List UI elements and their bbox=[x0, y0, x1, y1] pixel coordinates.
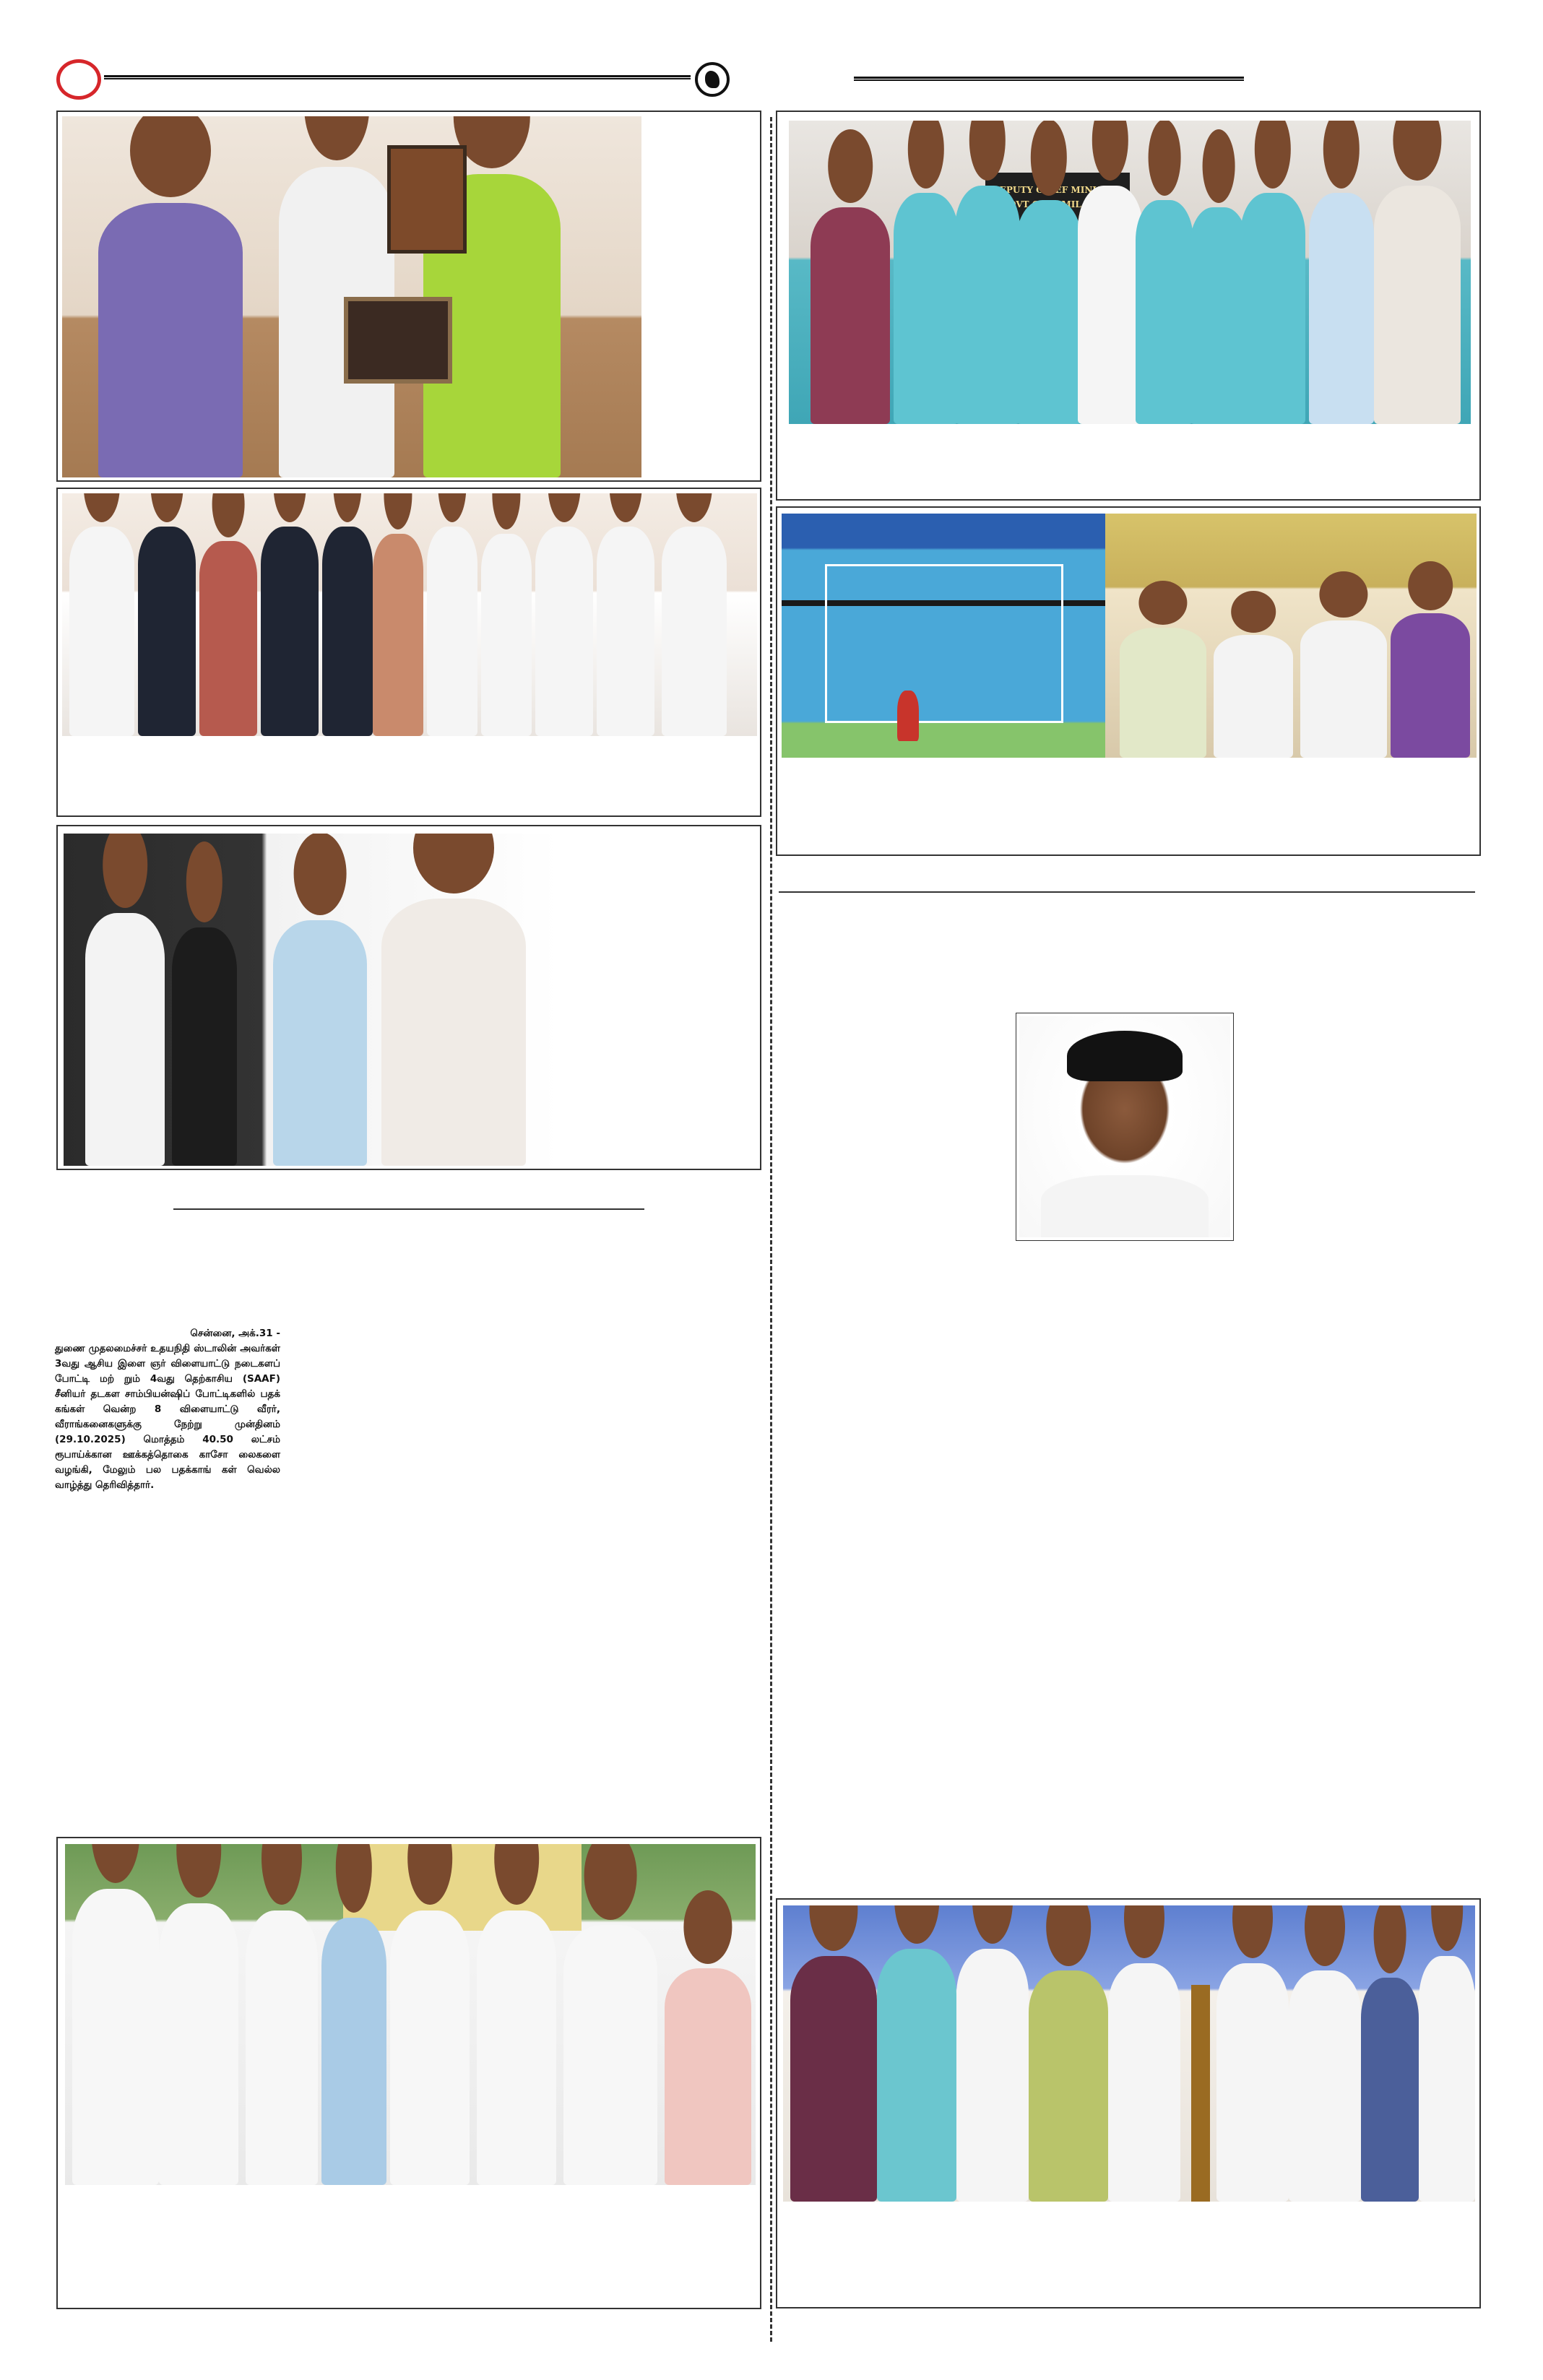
person-figure bbox=[273, 920, 367, 1166]
person-figure bbox=[1216, 1963, 1289, 2202]
person-figure bbox=[1374, 186, 1461, 424]
person-figure bbox=[98, 203, 243, 477]
person-figure bbox=[390, 1911, 470, 2185]
portrait-shirt bbox=[1041, 1175, 1209, 1237]
person-figure bbox=[1120, 628, 1206, 758]
person-figure bbox=[597, 527, 654, 736]
person-figure bbox=[85, 913, 165, 1166]
person-figure bbox=[1078, 186, 1143, 424]
person-figure bbox=[1108, 1963, 1180, 2202]
person-figure bbox=[72, 1889, 159, 2185]
person-figure bbox=[955, 186, 1020, 424]
person-figure bbox=[69, 527, 134, 736]
person-figure bbox=[322, 527, 373, 736]
portrait-hair bbox=[1067, 1031, 1183, 1081]
person-figure bbox=[1419, 1956, 1475, 2202]
photo-presentation bbox=[62, 116, 641, 477]
person-figure bbox=[261, 527, 319, 736]
photo-function bbox=[783, 1905, 1475, 2202]
person-figure bbox=[381, 899, 526, 1166]
photo-frame-tennis bbox=[776, 506, 1481, 856]
framed-gift bbox=[344, 297, 452, 384]
wall-painting bbox=[387, 145, 467, 254]
person-figure bbox=[373, 534, 423, 736]
person-figure bbox=[321, 1918, 386, 2185]
person-figure bbox=[1391, 613, 1470, 758]
person-figure bbox=[1136, 200, 1193, 424]
person-figure bbox=[1309, 193, 1374, 424]
person-figure bbox=[811, 207, 890, 424]
photo-crowd bbox=[1105, 514, 1477, 758]
person-figure bbox=[1361, 1978, 1419, 2202]
person-figure bbox=[1240, 193, 1305, 424]
person-figure bbox=[1190, 207, 1248, 424]
person-figure bbox=[427, 527, 477, 736]
person-figure bbox=[1214, 635, 1293, 758]
person-figure bbox=[877, 1949, 956, 2202]
photo-frame-presentation bbox=[56, 111, 761, 482]
photo-frame-award bbox=[56, 825, 761, 1170]
tennis-player bbox=[897, 691, 919, 741]
person-figure bbox=[1016, 200, 1081, 424]
photo-team bbox=[789, 121, 1471, 424]
person-figure bbox=[894, 193, 959, 424]
oil-lamp bbox=[1191, 1985, 1210, 2202]
photo-portrait bbox=[1019, 1016, 1230, 1237]
column-divider bbox=[770, 117, 772, 2342]
section-rule bbox=[779, 891, 1475, 893]
person-figure bbox=[138, 527, 196, 736]
office-sign: DEPUTY bbox=[985, 173, 1130, 223]
photo-tennis-court bbox=[782, 514, 1105, 758]
person-figure bbox=[665, 1968, 751, 2185]
article-text bbox=[55, 1326, 280, 1493]
photo-outdoor bbox=[65, 1844, 756, 2185]
person-figure bbox=[199, 541, 257, 736]
person-figure bbox=[662, 527, 727, 736]
person-figure bbox=[1300, 620, 1387, 758]
court-line bbox=[825, 564, 1063, 723]
photo-frame-portrait bbox=[1016, 1013, 1234, 1241]
person-figure bbox=[159, 1903, 238, 2185]
person-figure bbox=[956, 1949, 1029, 2202]
person-figure bbox=[790, 1956, 877, 2202]
headline-rule bbox=[173, 1208, 644, 1210]
photo-group-wedding bbox=[62, 493, 757, 736]
person-figure bbox=[563, 1925, 657, 2185]
photo-frame-outdoor bbox=[56, 1837, 761, 2309]
photo-frame-group-wedding bbox=[56, 488, 761, 817]
person-figure bbox=[481, 534, 532, 736]
photo-frame-team bbox=[776, 111, 1481, 501]
masthead-rule-right bbox=[854, 77, 1244, 81]
photo-frame-function bbox=[776, 1898, 1481, 2308]
party-emblem-icon bbox=[695, 62, 730, 97]
person-figure bbox=[172, 927, 237, 1166]
masthead-rule-left bbox=[104, 75, 691, 79]
event-banner bbox=[343, 1844, 582, 1931]
person-figure bbox=[535, 527, 593, 736]
article-body: துணை முதலமைச்சர் உதயநிதி ஸ்டாலின் அவர்கள் 3வது ஆசிய இளை ஞர் விளையாட்டு நடைகளப் போட்டி மற் றும் 4வது தெற்காசிய (SAAF) சீனியர் தடகள சாம்பியன்ஷிப் போட்டிகளில் பதக் கங்கள் வென்ற 8 விளையாட்டு வீரர், வீராங்கனைகளுக்கு நேற்று முன்தினம் (29.10.2025) மொத்தம் 40.50 லட்சம் ரூபாய்க்கான ஊக்கத்தொகை காசோ லைகளை வழங்கி, மேலும் பல பதக்காங் கள் வெல்ல வாழ்த்து தெரிவித்தார். bbox=[55, 1343, 280, 1491]
person-figure bbox=[477, 1911, 556, 2185]
masthead-circle bbox=[56, 59, 101, 100]
photo-award bbox=[64, 834, 559, 1166]
person-figure bbox=[246, 1911, 318, 2185]
article-dateline: சென்னை, அக்.31 - bbox=[190, 1328, 280, 1339]
person-figure bbox=[1029, 1970, 1108, 2202]
person-figure bbox=[1289, 1970, 1361, 2202]
